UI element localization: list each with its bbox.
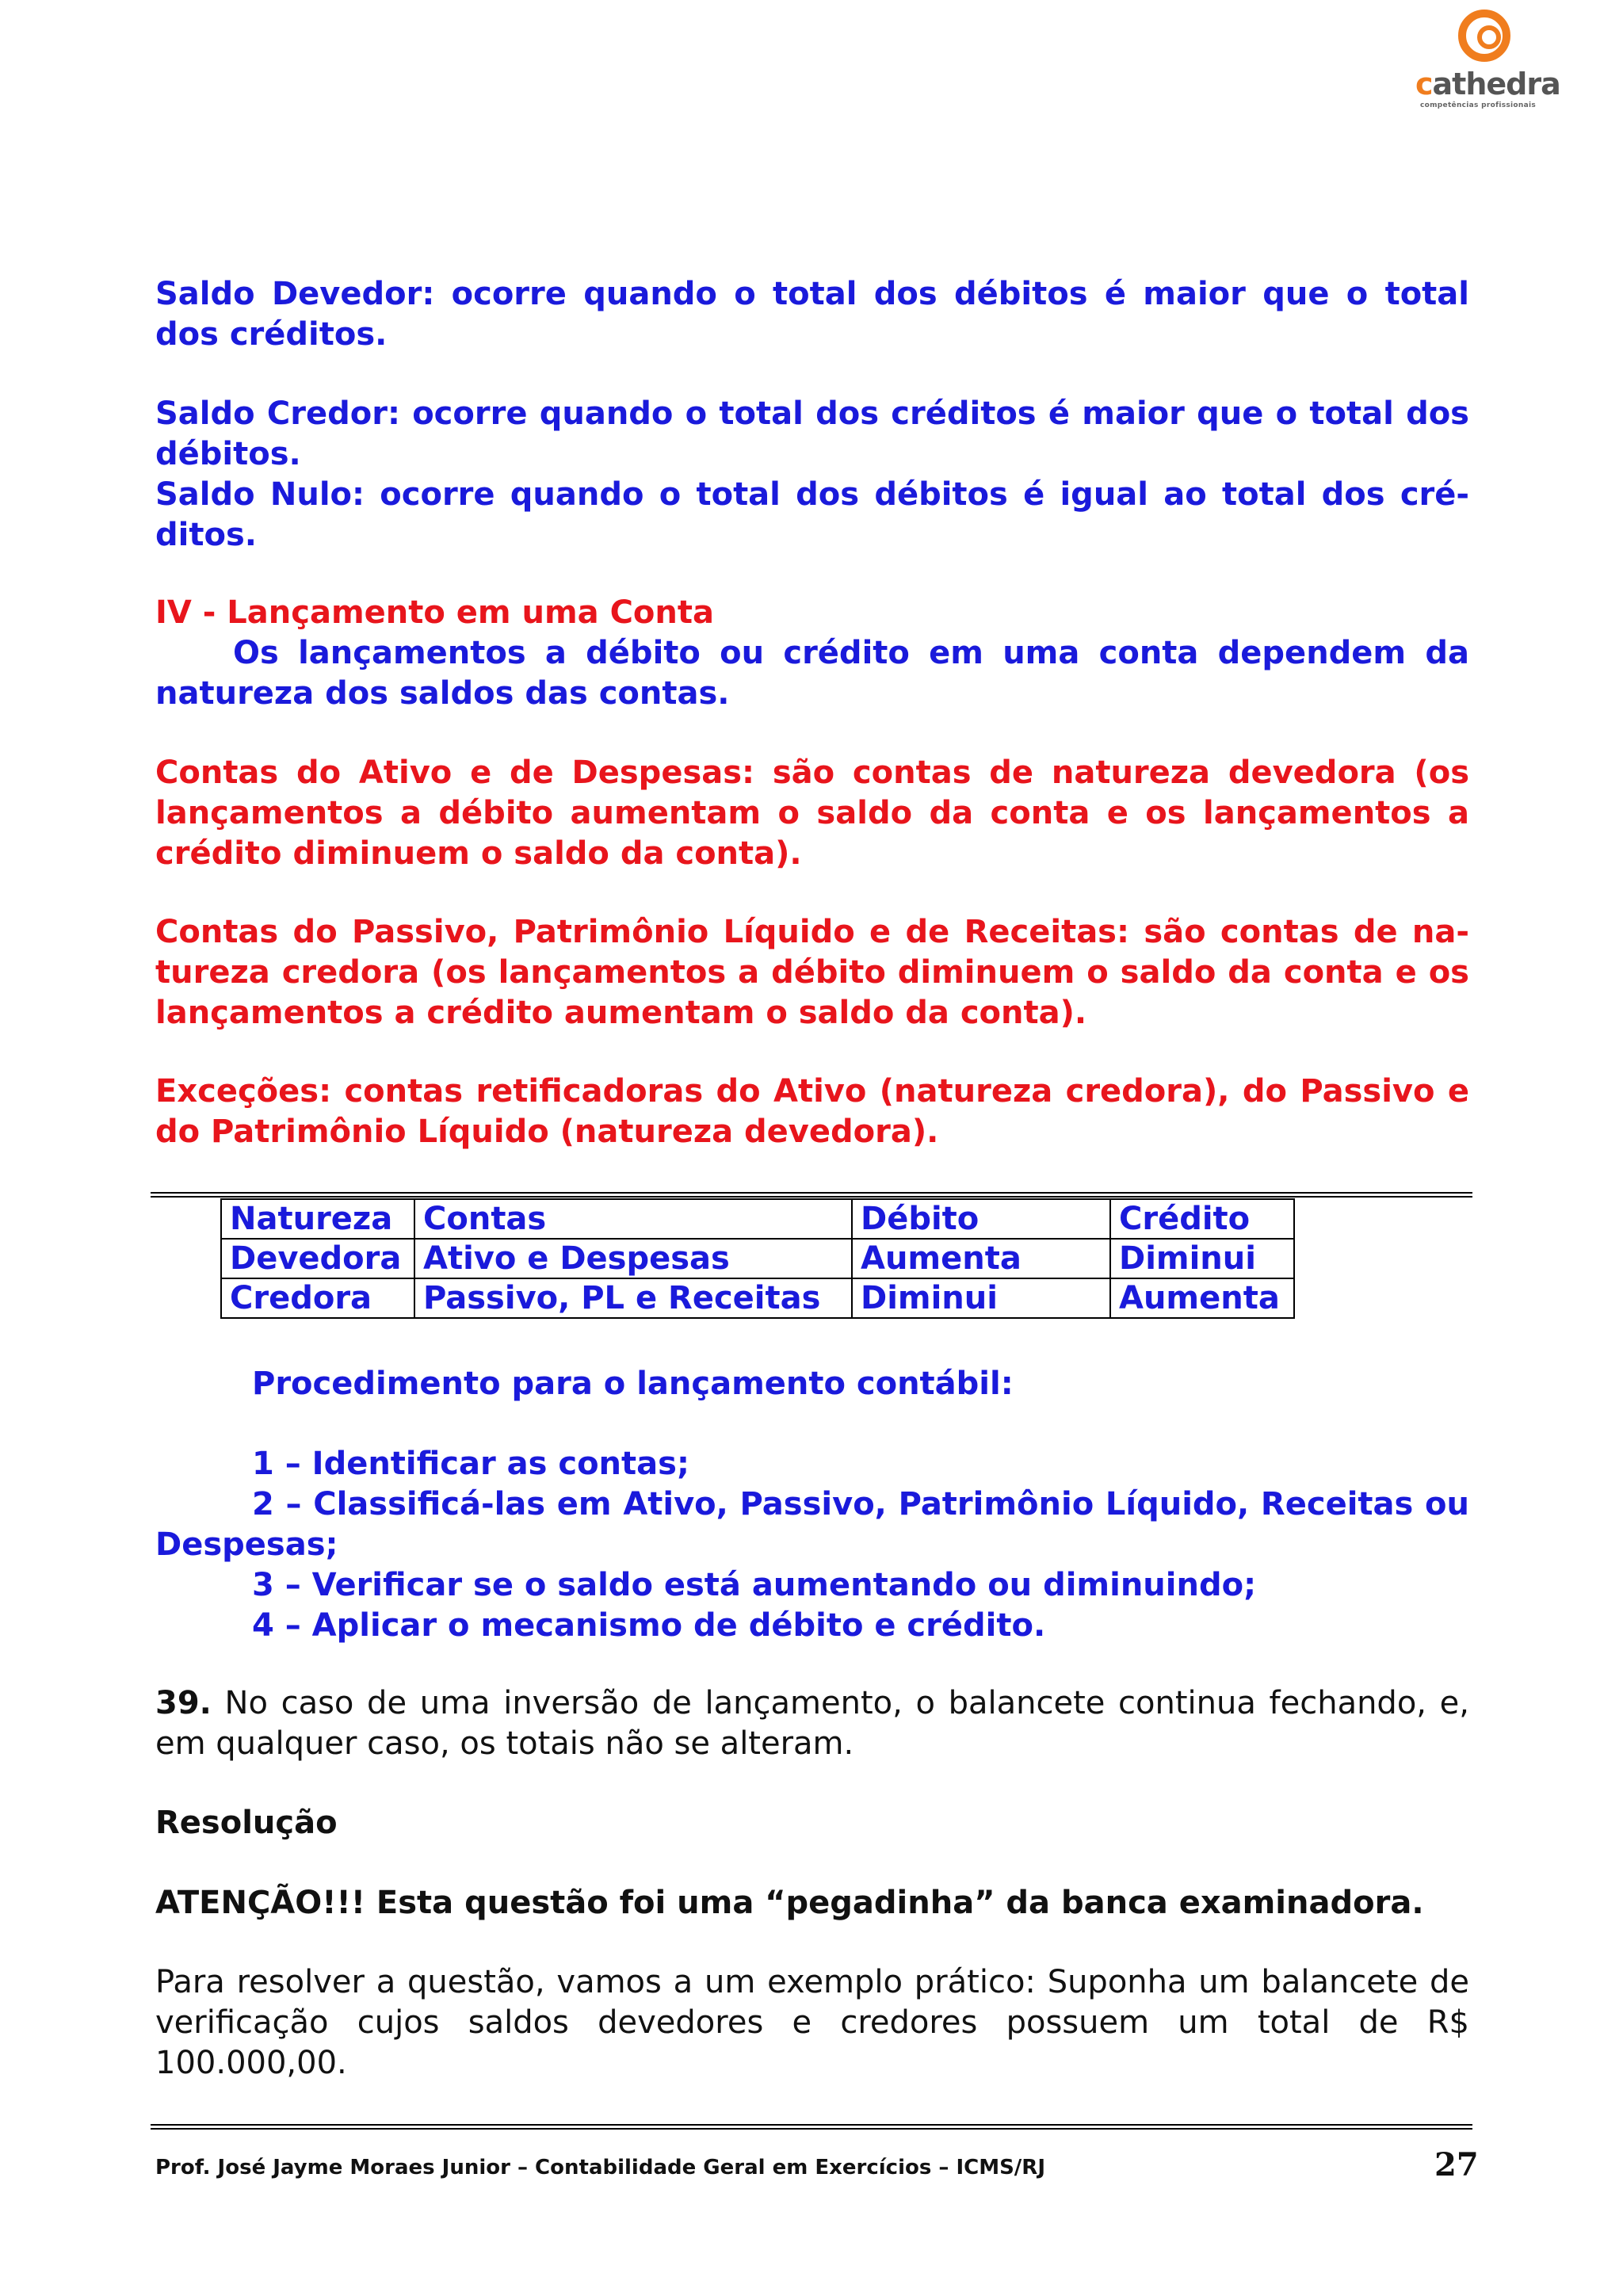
resolucao-heading: Resolução: [155, 1805, 338, 1841]
table-cell: Devedora: [221, 1239, 414, 1278]
divider-top: [151, 1192, 1472, 1198]
page-number: 27: [1434, 2146, 1479, 2183]
table-header-row: [221, 1199, 1294, 1239]
question-number: 39.: [155, 1685, 212, 1721]
saldo-definitions: [155, 274, 1469, 355]
question-text: No caso de uma inversão de lançamento, o balancete continua fechando, e, em qualquer caso, os totais não se alteram.: [155, 1685, 1469, 1762]
procedure-block: [155, 1364, 1469, 1404]
excecoes-block: [155, 1072, 1469, 1152]
table-header-cell: Crédito: [1110, 1199, 1294, 1239]
table-cell: Aumenta: [1110, 1278, 1294, 1318]
saldo-nulo-paragraph: Saldo Nulo: ocorre quando o total dos débitos é igual ao total dos cré- ditos.: [155, 476, 1469, 553]
cathedra-logo: [1411, 8, 1569, 111]
table-header-cell: Contas: [414, 1199, 852, 1239]
table-row: [221, 1239, 1294, 1278]
footer-text: Prof. José Jayme Moraes Junior – Contabilidade Geral em Exercícios – ICMS/RJ: [155, 2156, 1045, 2179]
procedure-title: Procedimento para o lançamento contábil:: [252, 1366, 1014, 1402]
atencao-paragraph: ATENÇÃO!!! Esta questão foi uma “pegadinha” da banca examinadora.: [155, 1885, 1424, 1921]
section-iv-body: Os lançamentos a débito ou crédito em uma conta dependem da natureza dos saldos das contas.: [155, 635, 1469, 712]
logo-wordmark: cathedra: [1415, 67, 1560, 101]
table-row: [221, 1278, 1294, 1318]
procedure-step: 3 – Verificar se o saldo está aumentando ou diminuindo;: [252, 1567, 1257, 1603]
procedure-step: 2 – Classificá-las em Ativo, Passivo, Patrimônio Líquido, Receitas ou Despesas;: [155, 1486, 1469, 1563]
question-39: [155, 1683, 1469, 1764]
section-iv-title: IV - Lançamento em uma Conta: [155, 594, 714, 631]
divider-bottom: [151, 2124, 1472, 2130]
ativo-block: [155, 753, 1469, 874]
logo-tagline: competências profissionais: [1420, 101, 1537, 109]
table-header-cell: Débito: [852, 1199, 1110, 1239]
excecoes-paragraph: Exceções: contas retificadoras do Ativo (natureza credora), do Passivo e do Patrimônio Líquido (natureza devedora).: [155, 1073, 1469, 1150]
saldo-credor-paragraph: Saldo Credor: ocorre quando o total dos créditos é maior que o total dos débitos.: [155, 395, 1469, 472]
natureza-table: [220, 1198, 1295, 1319]
procedure-step: 1 – Identificar as contas;: [252, 1446, 689, 1482]
logo-person-icon: [1458, 10, 1510, 62]
atencao-block: [155, 1883, 1469, 1924]
passivo-receitas-paragraph: Contas do Passivo, Patrimônio Líquido e de Receitas: são contas de na- tureza credora (os lançamentos a débito diminuem o saldo da conta e os lançamentos a crédito aumentam o saldo da conta).: [155, 914, 1469, 1031]
saldo-credor-block: [155, 394, 1469, 556]
table-cell: Passivo, PL e Receitas: [414, 1278, 852, 1318]
table-cell: Diminui: [852, 1278, 1110, 1318]
saldo-devedor-paragraph: Saldo Devedor: ocorre quando o total dos débitos é maior que o total dos créditos.: [155, 276, 1469, 353]
resolution-body: Para resolver a questão, vamos a um exemplo prático: Suponha um balancete de verificação cujos saldos devedores e credores possuem um total de R$ 100.000,00.: [155, 1964, 1469, 2081]
table-cell: Ativo e Despesas: [414, 1239, 852, 1278]
table-cell: Diminui: [1110, 1239, 1294, 1278]
procedure-step: 4 – Aplicar o mecanismo de débito e crédito.: [252, 1607, 1046, 1644]
procedure-steps: [155, 1444, 1469, 1646]
resolucao-block: [155, 1803, 1469, 1843]
section-iv: [155, 593, 1469, 714]
table-cell: Aumenta: [852, 1239, 1110, 1278]
table-header-cell: Natureza: [221, 1199, 414, 1239]
passivo-block: [155, 912, 1469, 1033]
table-cell: Credora: [221, 1278, 414, 1318]
ativo-despesas-paragraph: Contas do Ativo e de Despesas: são contas de natureza devedora (os lançamentos a débito aumentam o saldo da conta e os lançamentos a crédito diminuem o saldo da conta).: [155, 755, 1469, 872]
body-block: [155, 1962, 1469, 2084]
